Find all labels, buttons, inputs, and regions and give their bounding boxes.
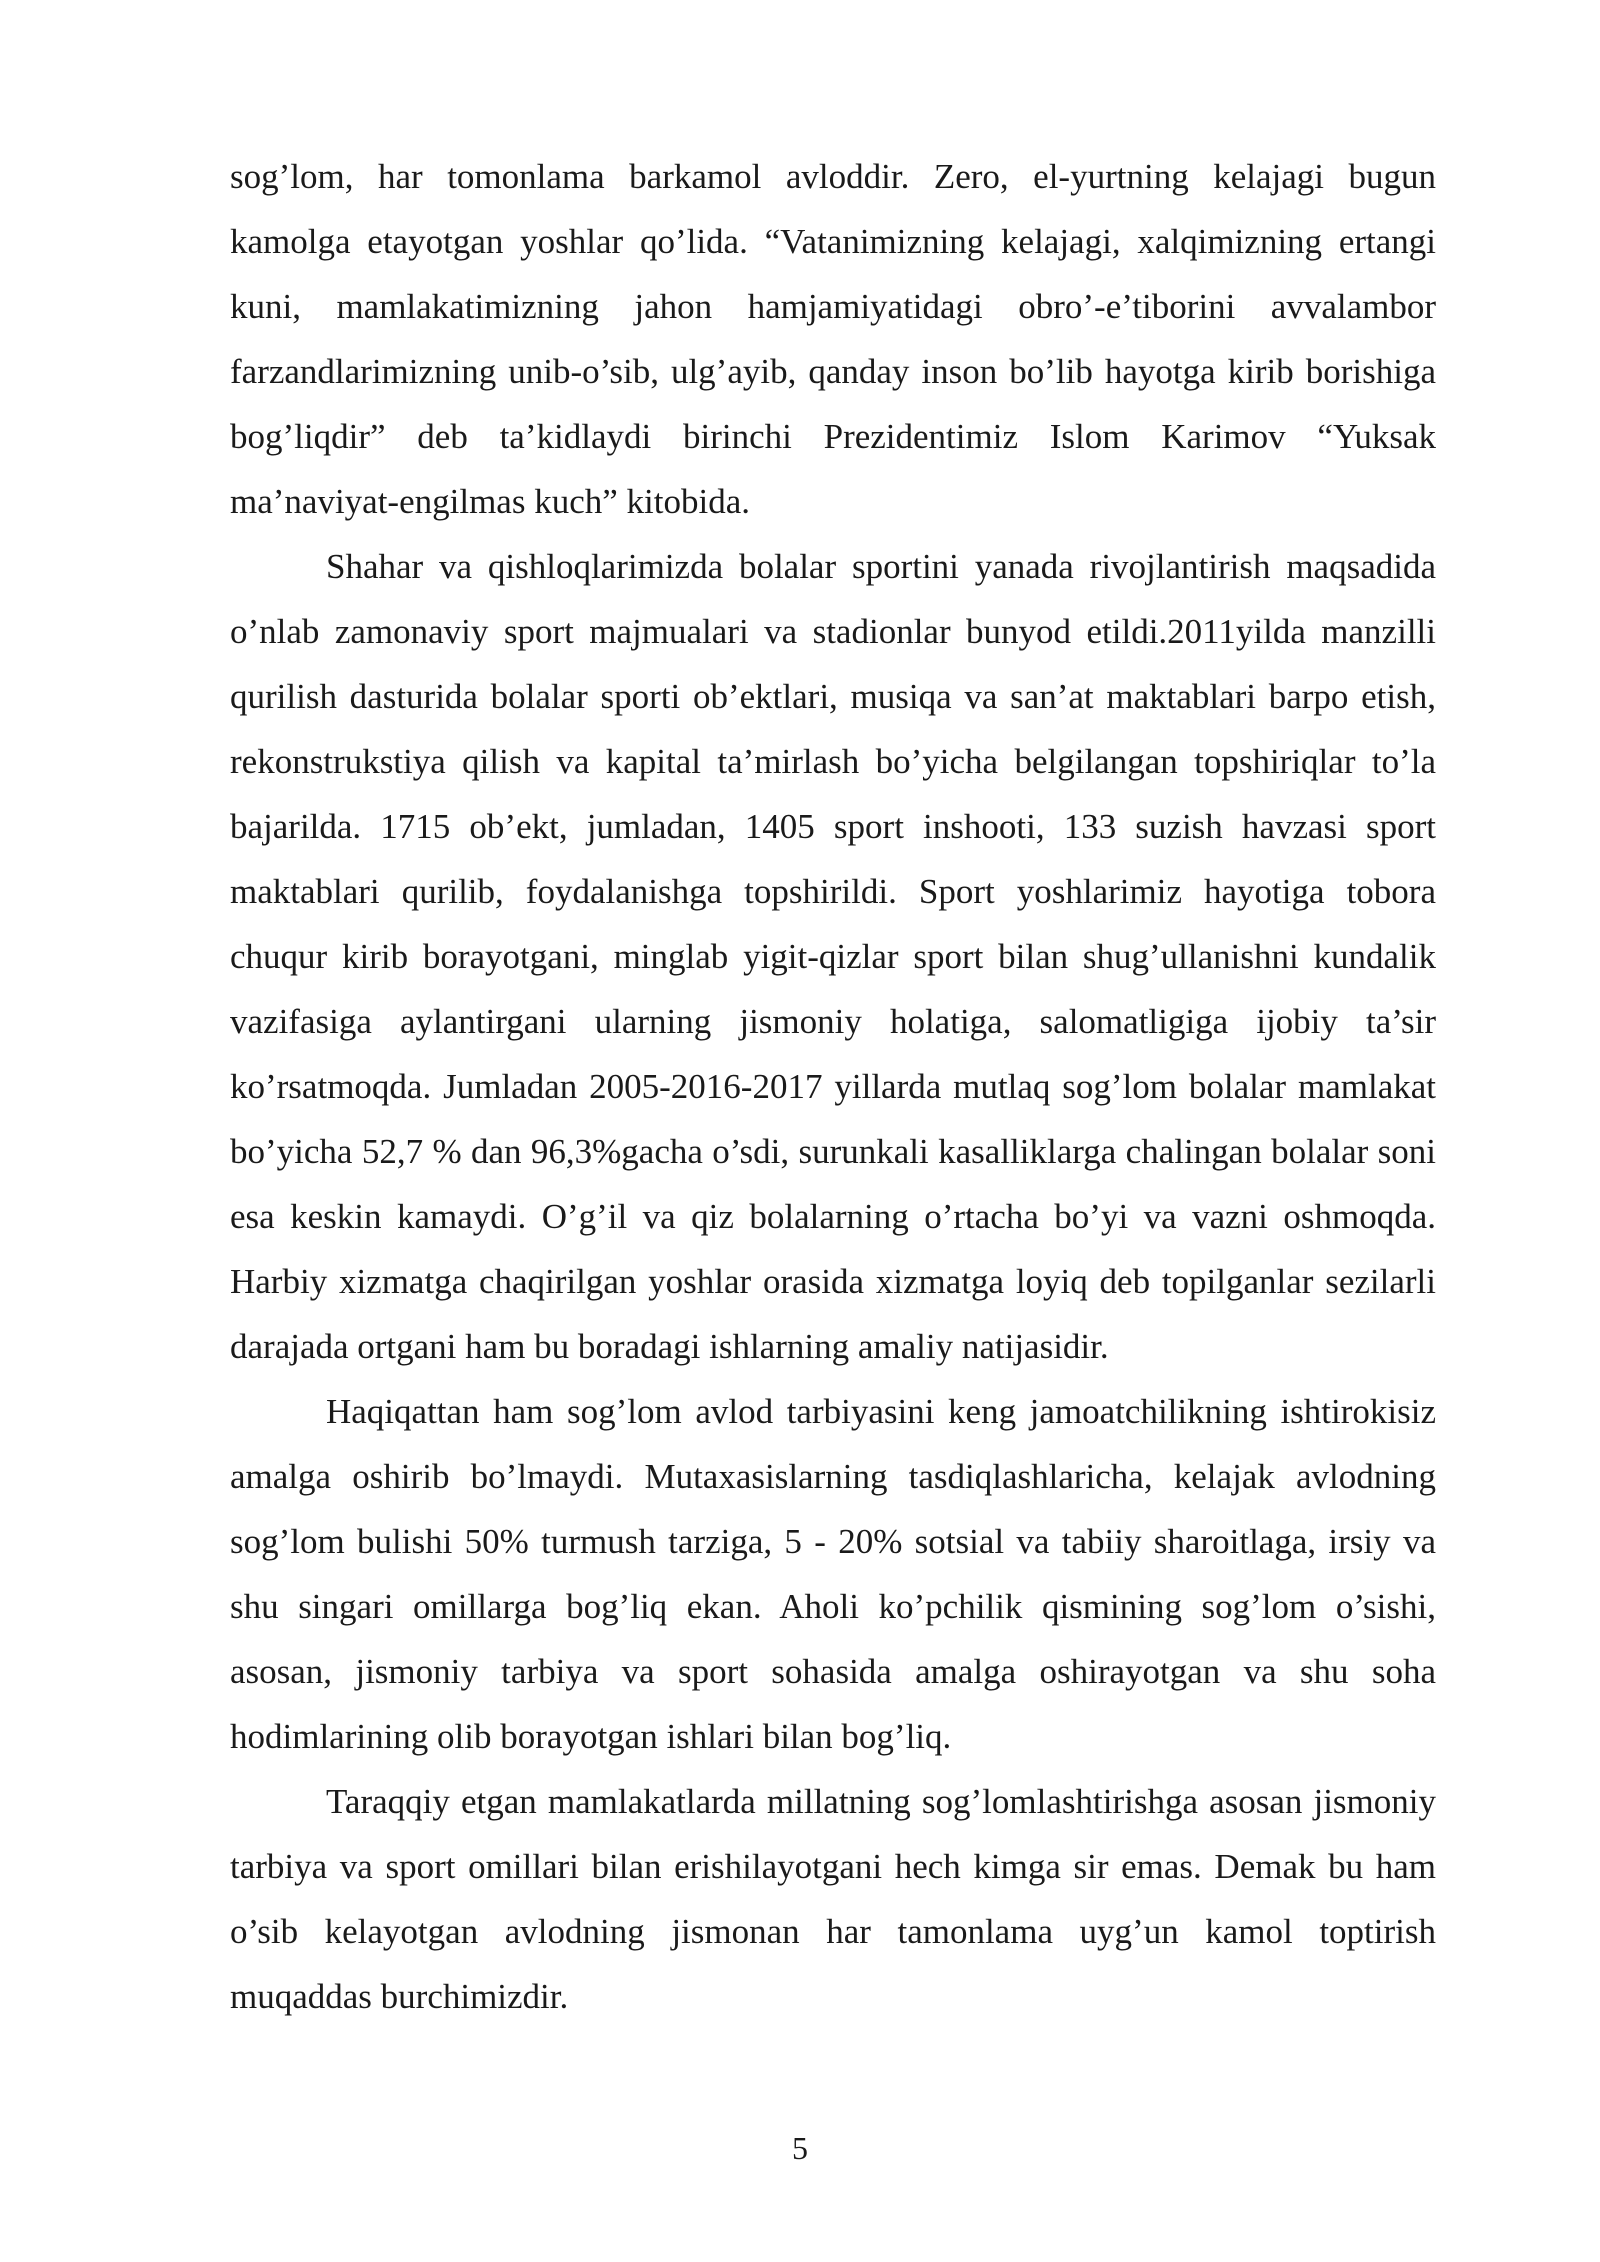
paragraph-developed-countries: Taraqqiy etgan mamlakatlarda millatning sog’lomlashtirishga asosan jismoniy tarbiya va sport omillari bilan erishilayotgani hech kimga sir emas. Demak bu ham o’sib kelayotgan avlodning jismonan har tamonlama uyg’un kamol toptirish muqaddas burchimizdir. [230,1782,1436,2016]
page-number: 5 [792,2130,808,2166]
body-text [230,144,1436,2029]
paragraph-continuation: sog’lom, har tomonlama barkamol avloddir. Zero, el-yurtning kelajagi bugun kamolga etayotgan yoshlar qo’lida. “Vatanimizning kelajagi, xalqimizning ertangi kuni, mamlakatimizning jahon hamjamiyatidagi obro’-e’tiborini avvalambor farzandlarimizning unib-o’sib, ulg’ayib, qanday inson bo’lib hayotga kirib borishiga bog’liqdir” deb ta’kidlaydi birinchi Prezidentimiz Islom Karimov “Yuksak ma’naviyat-engilmas kuch” kitobida. [230,157,1436,521]
paragraph-healthy-generation: Haqiqattan ham sog’lom avlod tarbiyasini keng jamoatchilikning ishtirokisiz amalga oshirib bo’lmaydi. Mutaxasislarning tasdiqlashlaricha, kelajak avlodning sog’lom bulishi 50% turmush tarziga, 5 - 20% sotsial va tabiiy sharoitlaga, irsiy va shu singari omillarga bog’liq ekan. Aholi ko’pchilik qismining sog’lom o’sishi, asosan, jismoniy tarbiya va sport sohasida amalga oshirayotgan va shu soha hodimlarining olib borayotgan ishlari bilan bog’liq. [230,1392,1436,1756]
paragraph-sports-facilities: Shahar va qishloqlarimizda bolalar sportini yanada rivojlantirish maqsadida o’nlab zamonaviy sport majmualari va stadionlar bunyod etildi.2011yilda manzilli qurilish dasturida bolalar sporti ob’ektlari, musiqa va san’at maktablari barpo etish, rekonstrukstiya qilish va kapital ta’mirlash bo’yicha belgilangan topshiriqlar to’la bajarilda. 1715 ob’ekt, jumladan, 1405 sport inshooti, 133 suzish havzasi sport maktablari qurilib, foydalanishga topshirildi. Sport yoshlarimiz hayotiga tobora chuqur kirib borayotgani, minglab yigit-qizlar sport bilan shug’ullanishni kundalik vazifasiga aylantirgani ularning jismoniy holatiga, salomatligiga ijobiy ta’sir ko’rsatmoqda. Jumladan 2005-2016-2017 yillarda mutlaq sog’lom bolalar mamlakat bo’yicha 52,7 % dan 96,3%gacha o’sdi, surunkali kasalliklarga chalingan bolalar soni esa keskin kamaydi. O’g’il va qiz bolalarning o’rtacha bo’yi va vazni oshmoqda. Harbiy xizmatga chaqirilgan yoshlar orasida xizmatga loyiq deb topilganlar sezilarli darajada ortgani ham bu boradagi ishlarning amaliy natijasidir. [230,547,1436,1366]
